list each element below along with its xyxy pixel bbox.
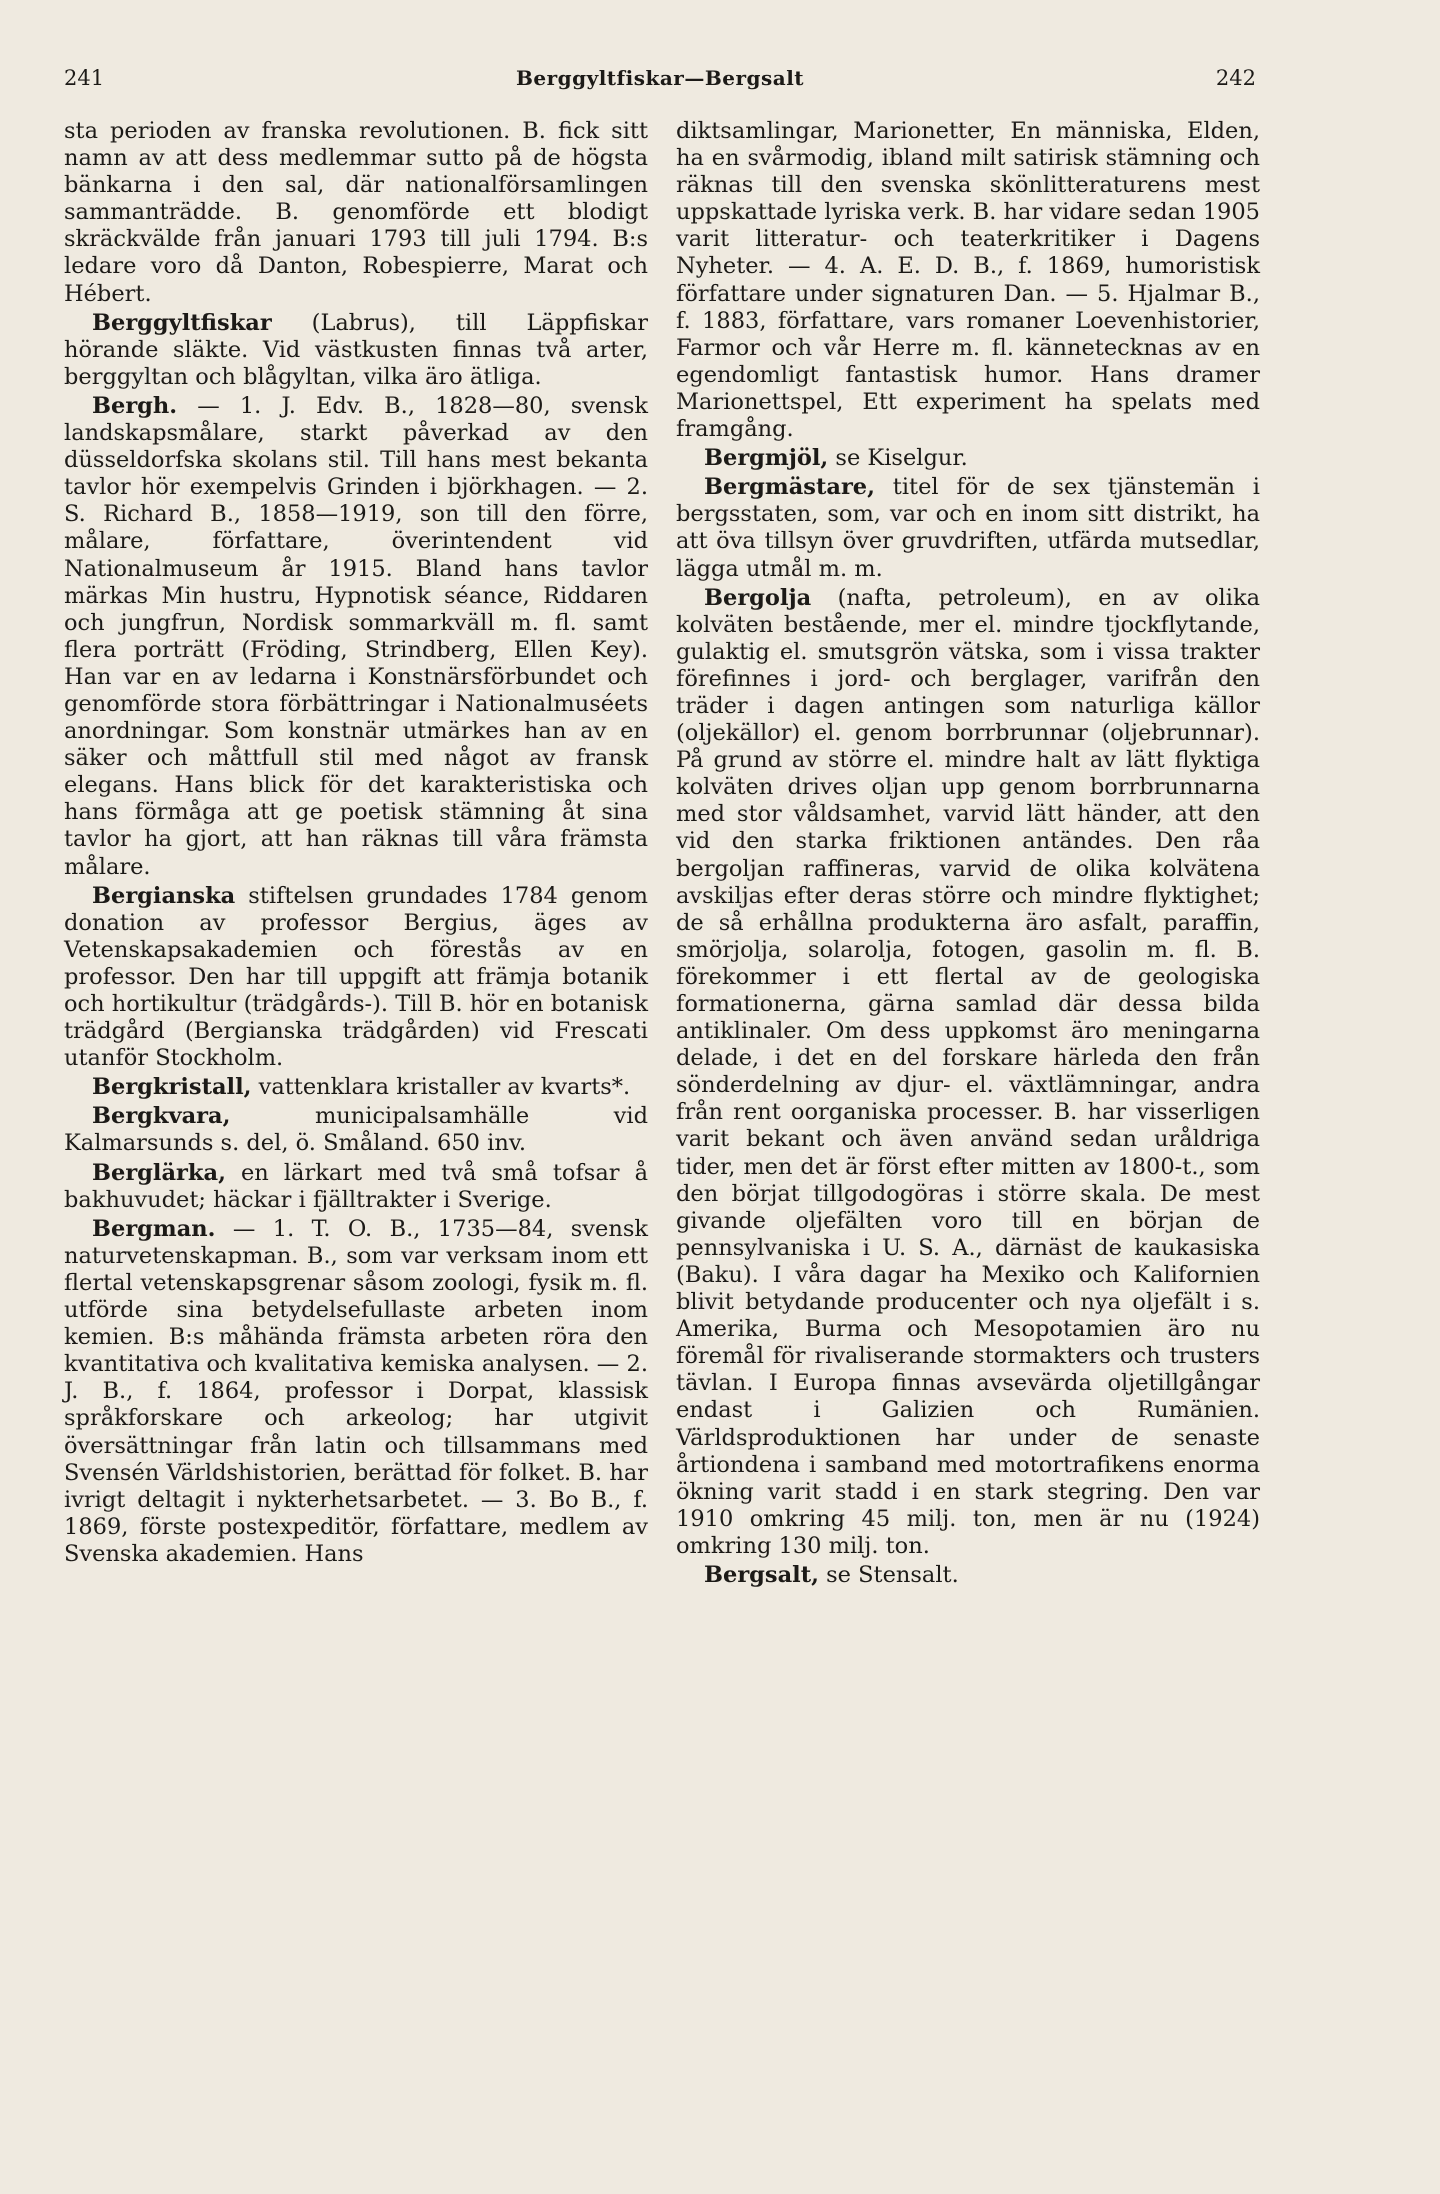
running-title: Berggyltfiskar—Bergsalt bbox=[515, 66, 805, 90]
entry-paragraph: diktsamlingar, Marionetter, En människa, Elden, ha en svårmodig, ibland milt satirisk stämning och räknas till den svenska skönlitteraturens mest uppskattade lyriska verk. B. har vidare sedan 1905 varit litteratur- och teaterkritiker i Dagens Nyheter. — 4. A. E. D. B., f. 1869, humoristisk författare under signaturen Dan. — 5. Hjalmar B., f. 1883, författare, vars romaner Loevenhistorier, Farmor och vår Herre m. fl. kännetecknas av en egendomligt fantastisk humor. Hans dramer Marionettspel, Ett experiment ha spelats med framgång. bbox=[676, 118, 1260, 443]
headword: Berglärka, bbox=[92, 1159, 226, 1186]
headword: Bergkristall, bbox=[92, 1074, 252, 1101]
entry-paragraph: Berglärka, en lärkart med två små tofsar å bakhuvudet; häckar i fjälltrakter i Sverige. bbox=[64, 1159, 648, 1213]
headword: Berggyltfiskar bbox=[92, 309, 272, 336]
headword: Bergmästare, bbox=[704, 474, 875, 501]
headword: Bergmjöl, bbox=[704, 445, 829, 472]
headword: Bergianska bbox=[92, 882, 236, 909]
headword: Bergh. bbox=[92, 392, 178, 419]
entry-paragraph: Bergh. — 1. J. Edv. B., 1828—80, svensk landskapsmålare, starkt påverkad av den düsseldorfska skolans stil. Till hans mest bekanta tavlor hör exempelvis Grinden i björkhagen. — 2. S. Richard B., 1858—1919, son till den förre, målare, författare, överintendent vid Nationalmuseum år 1915. Bland hans tavlor märkas Min hustru, Hypnotisk séance, Riddaren och jungfrun, Nordisk sommarkväll m. fl. samt flera porträtt (Fröding, Strindberg, Ellen Key). Han var en av ledarna i Konstnärsförbundet och genomförde stora förbättringar i Nationalmuséets anordningar. Som konstnär utmärkes han av en säker och måttfull stil med något av fransk elegans. Hans blick för det karakteristiska och hans förmåga att ge poetisk stämning åt sina tavlor ha gjort, att han räknas till våra främsta målare. bbox=[64, 392, 648, 880]
entry-paragraph: Berggyltfiskar (Labrus), till Läppfiskar hörande släkte. Vid västkusten finnas två arter, berggyltan och blågyltan, vilka äro ätliga. bbox=[64, 309, 648, 390]
entry-paragraph: Bergmjöl, se Kiselgur. bbox=[704, 445, 968, 472]
right-column bbox=[676, 118, 1260, 1589]
headword: Bergkvara, bbox=[92, 1103, 231, 1130]
page-number-right: 242 bbox=[1215, 66, 1256, 90]
entry-paragraph: Bergolja (nafta, petroleum), en av olika kolväten bestående, mer el. mindre tjockflytande, gulaktig el. smutsgrön vätska, som i vissa trakter förefinnes i jord- och berglager, varifrån den träder i dagen antingen som naturliga källor (oljekällor) el. genom borrbrunnar (oljebrunnar). På grund av större el. mindre halt av lätt flyktiga kolväten drives oljan upp genom borrbrunnarna med stor våldsamhet, varvid lätt händer, att den vid den starka friktionen antändes. Den råa bergoljan raffineras, varvid de olika kolvätena avskiljas efter deras större och mindre flyktighet; de så erhållna produkterna äro asfalt, paraffin, smörjolja, solarolja, fotogen, gasolin m. fl. B. förekommer i ett flertal av de geologiska formationerna, gärna samlad där dessa bilda antiklinaler. Om dess uppkomst äro meningarna delade, i det en del forskare härleda den från sönderdelning av djur- el. växtlämningar, andra från rent oorganiska processer. B. har visserligen varit bekant och även använd sedan uråldriga tider, men det är först efter mitten av 1800-t., som den börjat tillgodogöras i större skala. De mest givande oljefälten voro till en början de pennsylvaniska i U. S. A., därnäst de kaukasiska (Baku). I våra dagar ha Mexiko och Kalifornien blivit betydande producenter och nya oljefält i s. Amerika, Burma och Mesopotamien äro nu föremål för rivaliserande stormakters och trusters tävlan. I Europa finnas avsevärda oljetillgångar endast i Galizien och Rumänien. Världsproduktionen har under de senaste årtiondena i samband med motortrafikens enorma ökning varit stadd i en stark stegring. Den var 1910 omkring 45 milj. ton, men är nu (1924) omkring 130 milj. ton. bbox=[676, 584, 1260, 1559]
headword: Bergsalt, bbox=[704, 1561, 819, 1588]
entry-paragraph: sta perioden av franska revolutionen. B. fick sitt namn av att dess medlemmar sutto på de högsta bänkarna i den sal, där nationalförsamlingen sammanträdde. B. genomförde ett blodigt skräckvälde från januari 1793 till juli 1794. B:s ledare voro då Danton, Robespierre, Marat och Hébert. bbox=[64, 118, 648, 307]
headword: Bergman. bbox=[92, 1215, 216, 1242]
entry-paragraph: Bergman. — 1. T. O. B., 1735—84, svensk naturvetenskapman. B., som var verksam inom ett flertal vetenskapsgrenar såsom zoologi, fysik m. fl. utförde sina betydelsefullaste arbeten inom kemien. B:s måhända främsta arbeten röra den kvantitativa och kvalitativa kemiska analysen. — 2. J. B., f. 1864, professor i Dorpat, klassisk språkforskare och arkeolog; har utgivit översättningar från latin och tillsammans med Svensén Världshistorien, berättad för folket. B. har ivrigt deltagit i nykterhetsarbetet. — 3. Bo B., f. 1869, förste postexpeditör, författare, medlem av Svenska akademien. Hans bbox=[64, 1215, 648, 1567]
entry-paragraph: Bergkvara, municipalsamhälle vid Kalmarsunds s. del, ö. Småland. 650 inv. bbox=[64, 1103, 648, 1157]
entry-paragraph: Bergkristall, vattenklara kristaller av kvarts*. bbox=[92, 1074, 631, 1101]
headword: Bergolja bbox=[704, 584, 812, 611]
page-number-left: 241 bbox=[64, 66, 105, 90]
entry-paragraph: Bergmästare, titel för de sex tjänstemän i bergsstaten, som, var och en inom sitt distrikt, ha att öva tillsyn över gruvdriften, utfärda mutsedlar, lägga utmål m. m. bbox=[676, 474, 1260, 582]
page-header bbox=[64, 66, 1256, 102]
left-column bbox=[64, 118, 648, 1568]
entry-paragraph: Bergsalt, se Stensalt. bbox=[704, 1561, 959, 1588]
entry-paragraph: Bergianska stiftelsen grundades 1784 genom donation av professor Bergius, äges av Vetenskapsakademien och förestås av en professor. Den har till uppgift att främja botanik och hortikultur (trädgårds-). Till B. hör en botanisk trädgård (Bergianska trädgården) vid Frescati utanför Stockholm. bbox=[64, 882, 648, 1072]
